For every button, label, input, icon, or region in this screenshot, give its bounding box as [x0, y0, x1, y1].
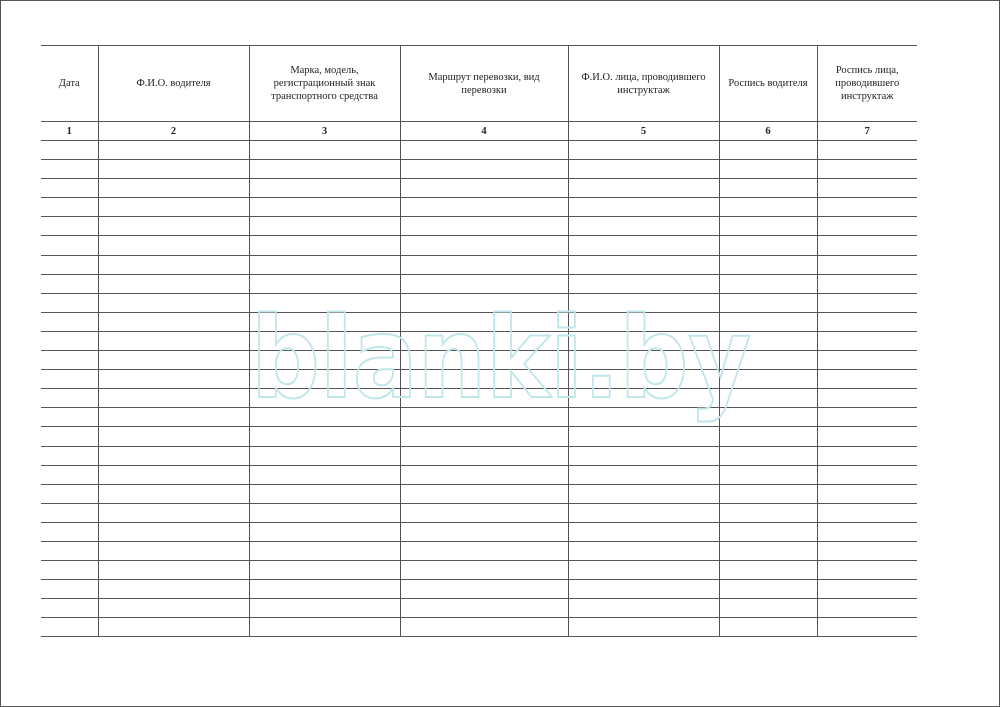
table-cell[interactable]	[719, 312, 817, 331]
table-cell[interactable]	[568, 274, 719, 293]
table-cell[interactable]	[41, 389, 98, 408]
table-cell[interactable]	[41, 408, 98, 427]
table-cell[interactable]	[249, 446, 400, 465]
table-row	[41, 293, 917, 312]
column-header-vehicle: Марка, модель, регистрационный знак транспортного средства	[249, 46, 400, 122]
table-cell[interactable]	[400, 446, 568, 465]
table-cell[interactable]	[41, 331, 98, 350]
table-cell[interactable]	[41, 179, 98, 198]
table-cell[interactable]	[719, 255, 817, 274]
table-cell[interactable]	[400, 599, 568, 618]
table-cell[interactable]	[98, 160, 249, 179]
table-cell[interactable]	[249, 198, 400, 217]
table-cell[interactable]	[568, 293, 719, 312]
table-cell[interactable]	[98, 141, 249, 160]
table-cell[interactable]	[568, 484, 719, 503]
table-cell[interactable]	[719, 599, 817, 618]
table-cell[interactable]	[400, 503, 568, 522]
table-cell[interactable]	[719, 446, 817, 465]
table-cell[interactable]	[817, 599, 917, 618]
table-cell[interactable]	[98, 446, 249, 465]
column-number: 5	[568, 122, 719, 141]
table-cell[interactable]	[41, 312, 98, 331]
table-row	[41, 217, 917, 236]
table-cell[interactable]	[41, 217, 98, 236]
instruction-log-table	[41, 45, 917, 637]
table-cell[interactable]	[98, 179, 249, 198]
table-cell[interactable]	[817, 255, 917, 274]
table-cell[interactable]	[400, 408, 568, 427]
table-cell[interactable]	[817, 503, 917, 522]
table-cell[interactable]	[400, 618, 568, 637]
table-row	[41, 141, 917, 160]
table-cell[interactable]	[249, 274, 400, 293]
table-cell[interactable]	[400, 465, 568, 484]
table-cell[interactable]	[98, 408, 249, 427]
table-cell[interactable]	[568, 255, 719, 274]
table-row	[41, 618, 917, 637]
table-cell[interactable]	[98, 236, 249, 255]
table-cell[interactable]	[719, 236, 817, 255]
table-cell[interactable]	[817, 351, 917, 370]
table-cell[interactable]	[817, 217, 917, 236]
table-cell[interactable]	[719, 427, 817, 446]
watermark-text: blanki.by	[251, 294, 751, 424]
table-cell[interactable]	[98, 217, 249, 236]
table-cell[interactable]	[249, 217, 400, 236]
table-cell[interactable]	[719, 179, 817, 198]
table-cell[interactable]	[41, 618, 98, 637]
table-cell[interactable]	[817, 370, 917, 389]
table-cell[interactable]	[249, 351, 400, 370]
column-header-driver-name: Ф.И.О. водителя	[98, 46, 249, 122]
table-body	[41, 141, 917, 637]
table-cell[interactable]	[98, 599, 249, 618]
table-cell[interactable]	[568, 236, 719, 255]
table-cell[interactable]	[98, 274, 249, 293]
table-cell[interactable]	[817, 312, 917, 331]
table-cell[interactable]	[568, 522, 719, 541]
table-row	[41, 465, 917, 484]
table-cell[interactable]	[817, 293, 917, 312]
table-cell[interactable]	[719, 484, 817, 503]
table-cell[interactable]	[719, 331, 817, 350]
table-cell[interactable]	[400, 236, 568, 255]
table-cell[interactable]	[719, 351, 817, 370]
table-row	[41, 179, 917, 198]
table-cell[interactable]	[98, 541, 249, 560]
table-cell[interactable]	[249, 522, 400, 541]
table-cell[interactable]	[400, 255, 568, 274]
table-row	[41, 541, 917, 560]
table-cell[interactable]	[568, 503, 719, 522]
column-number: 7	[817, 122, 917, 141]
table-cell[interactable]	[817, 561, 917, 580]
table-cell[interactable]	[400, 179, 568, 198]
table-cell[interactable]	[719, 217, 817, 236]
table-cell[interactable]	[41, 465, 98, 484]
table-cell[interactable]	[568, 160, 719, 179]
table-cell[interactable]	[817, 580, 917, 599]
table-cell[interactable]	[817, 236, 917, 255]
table-cell[interactable]	[400, 274, 568, 293]
table-row	[41, 503, 917, 522]
table-cell[interactable]	[400, 198, 568, 217]
table-cell[interactable]	[719, 561, 817, 580]
table-cell[interactable]	[98, 255, 249, 274]
table-cell[interactable]	[41, 580, 98, 599]
table-cell[interactable]	[98, 465, 249, 484]
table-cell[interactable]	[41, 236, 98, 255]
table-cell[interactable]	[41, 198, 98, 217]
table-cell[interactable]	[249, 293, 400, 312]
table-cell[interactable]	[817, 179, 917, 198]
table-cell[interactable]	[817, 408, 917, 427]
table-cell[interactable]	[817, 389, 917, 408]
table-cell[interactable]	[249, 408, 400, 427]
table-cell[interactable]	[568, 561, 719, 580]
table-cell[interactable]	[249, 160, 400, 179]
header-row	[41, 46, 917, 122]
table-cell[interactable]	[249, 580, 400, 599]
table-cell[interactable]	[249, 427, 400, 446]
table-cell[interactable]	[400, 141, 568, 160]
table-cell[interactable]	[568, 389, 719, 408]
column-header-instructor-name: Ф.И.О. лица, проводившего инструктаж	[568, 46, 719, 122]
table-cell[interactable]	[400, 370, 568, 389]
table-cell[interactable]	[568, 541, 719, 560]
table-row	[41, 580, 917, 599]
table-cell[interactable]	[41, 370, 98, 389]
table-row	[41, 427, 917, 446]
table-cell[interactable]	[41, 427, 98, 446]
table-row	[41, 408, 917, 427]
table-cell[interactable]	[249, 484, 400, 503]
table-cell[interactable]	[249, 236, 400, 255]
table-cell[interactable]	[568, 618, 719, 637]
column-number: 3	[249, 122, 400, 141]
table-cell[interactable]	[719, 503, 817, 522]
column-header-instructor-signature: Роспись лица, проводившего инструктаж	[817, 46, 917, 122]
table-cell[interactable]	[568, 331, 719, 350]
table-cell[interactable]	[249, 331, 400, 350]
table-cell[interactable]	[249, 541, 400, 560]
table-cell[interactable]	[98, 331, 249, 350]
table-row	[41, 561, 917, 580]
table-cell[interactable]	[98, 293, 249, 312]
table-cell[interactable]	[719, 274, 817, 293]
table-cell[interactable]	[98, 580, 249, 599]
table-cell[interactable]	[719, 580, 817, 599]
table-row	[41, 351, 917, 370]
table-cell[interactable]	[719, 198, 817, 217]
table-cell[interactable]	[817, 618, 917, 637]
table-cell[interactable]	[400, 541, 568, 560]
table-cell[interactable]	[249, 141, 400, 160]
table-cell[interactable]	[719, 370, 817, 389]
table-cell[interactable]	[719, 408, 817, 427]
table-cell[interactable]	[400, 389, 568, 408]
table-cell[interactable]	[568, 351, 719, 370]
table-cell[interactable]	[400, 522, 568, 541]
table-cell[interactable]	[817, 274, 917, 293]
table-cell[interactable]	[98, 522, 249, 541]
table-cell[interactable]	[249, 255, 400, 274]
table-cell[interactable]	[41, 522, 98, 541]
table-cell[interactable]	[400, 160, 568, 179]
table-cell[interactable]	[568, 370, 719, 389]
table-cell[interactable]	[249, 179, 400, 198]
table-row	[41, 484, 917, 503]
table-cell[interactable]	[817, 541, 917, 560]
table-cell[interactable]	[41, 255, 98, 274]
table-cell[interactable]	[568, 198, 719, 217]
table-cell[interactable]	[400, 484, 568, 503]
table-cell[interactable]	[41, 274, 98, 293]
table-row	[41, 331, 917, 350]
table-cell[interactable]	[98, 351, 249, 370]
table-cell[interactable]	[41, 484, 98, 503]
table-cell[interactable]	[568, 580, 719, 599]
table-cell[interactable]	[98, 561, 249, 580]
table-cell[interactable]	[41, 160, 98, 179]
table-cell[interactable]	[98, 370, 249, 389]
table-cell[interactable]	[817, 465, 917, 484]
table-cell[interactable]	[817, 141, 917, 160]
table-cell[interactable]	[400, 331, 568, 350]
table-row	[41, 446, 917, 465]
table-cell[interactable]	[98, 198, 249, 217]
table-cell[interactable]	[98, 427, 249, 446]
table-cell[interactable]	[817, 484, 917, 503]
table-cell[interactable]	[719, 541, 817, 560]
table-cell[interactable]	[568, 465, 719, 484]
table-cell[interactable]	[98, 503, 249, 522]
column-number: 2	[98, 122, 249, 141]
table-row	[41, 522, 917, 541]
table-cell[interactable]	[568, 179, 719, 198]
table-cell[interactable]	[400, 293, 568, 312]
table-cell[interactable]	[719, 522, 817, 541]
column-number: 4	[400, 122, 568, 141]
table-cell[interactable]	[817, 331, 917, 350]
table-cell[interactable]	[568, 408, 719, 427]
table-cell[interactable]	[249, 503, 400, 522]
table-cell[interactable]	[817, 198, 917, 217]
table-row	[41, 160, 917, 179]
table-cell[interactable]	[41, 561, 98, 580]
table-cell[interactable]	[41, 503, 98, 522]
column-number: 1	[41, 122, 98, 141]
table-cell[interactable]	[400, 217, 568, 236]
table-cell[interactable]	[41, 351, 98, 370]
table-row	[41, 370, 917, 389]
table-cell[interactable]	[400, 580, 568, 599]
table-cell[interactable]	[98, 389, 249, 408]
table-cell[interactable]	[817, 446, 917, 465]
table-cell[interactable]	[400, 351, 568, 370]
column-header-route: Маршрут перевозки, вид перевозки	[400, 46, 568, 122]
column-number: 6	[719, 122, 817, 141]
table-cell[interactable]	[400, 561, 568, 580]
table-cell[interactable]	[249, 370, 400, 389]
table-cell[interactable]	[817, 522, 917, 541]
table-cell[interactable]	[568, 217, 719, 236]
table-cell[interactable]	[719, 618, 817, 637]
table-cell[interactable]	[41, 293, 98, 312]
table-cell[interactable]	[98, 484, 249, 503]
table-cell[interactable]	[41, 141, 98, 160]
table-cell[interactable]	[817, 427, 917, 446]
table-cell[interactable]	[400, 312, 568, 331]
table-cell[interactable]	[249, 618, 400, 637]
table-cell[interactable]	[41, 541, 98, 560]
table-cell[interactable]	[249, 389, 400, 408]
table-row	[41, 255, 917, 274]
table-cell[interactable]	[568, 599, 719, 618]
column-number-row	[41, 122, 917, 141]
column-header-date: Дата	[41, 46, 98, 122]
table-cell[interactable]	[249, 561, 400, 580]
table-cell[interactable]	[568, 446, 719, 465]
table-row	[41, 312, 917, 331]
table-row	[41, 198, 917, 217]
table-cell[interactable]	[249, 599, 400, 618]
table-cell[interactable]	[41, 446, 98, 465]
table-cell[interactable]	[719, 293, 817, 312]
table-cell[interactable]	[400, 427, 568, 446]
table-cell[interactable]	[817, 160, 917, 179]
table-cell[interactable]	[249, 312, 400, 331]
table-cell[interactable]	[719, 141, 817, 160]
table-cell[interactable]	[719, 160, 817, 179]
table-cell[interactable]	[719, 389, 817, 408]
column-header-driver-signature: Роспись водителя	[719, 46, 817, 122]
table-row	[41, 599, 917, 618]
table-cell[interactable]	[41, 599, 98, 618]
table-row	[41, 274, 917, 293]
table-cell[interactable]	[568, 427, 719, 446]
table-cell[interactable]	[568, 141, 719, 160]
table-cell[interactable]	[98, 312, 249, 331]
table-row	[41, 236, 917, 255]
table-cell[interactable]	[249, 465, 400, 484]
table-cell[interactable]	[98, 618, 249, 637]
table-row	[41, 389, 917, 408]
table-cell[interactable]	[568, 312, 719, 331]
table-cell[interactable]	[719, 465, 817, 484]
